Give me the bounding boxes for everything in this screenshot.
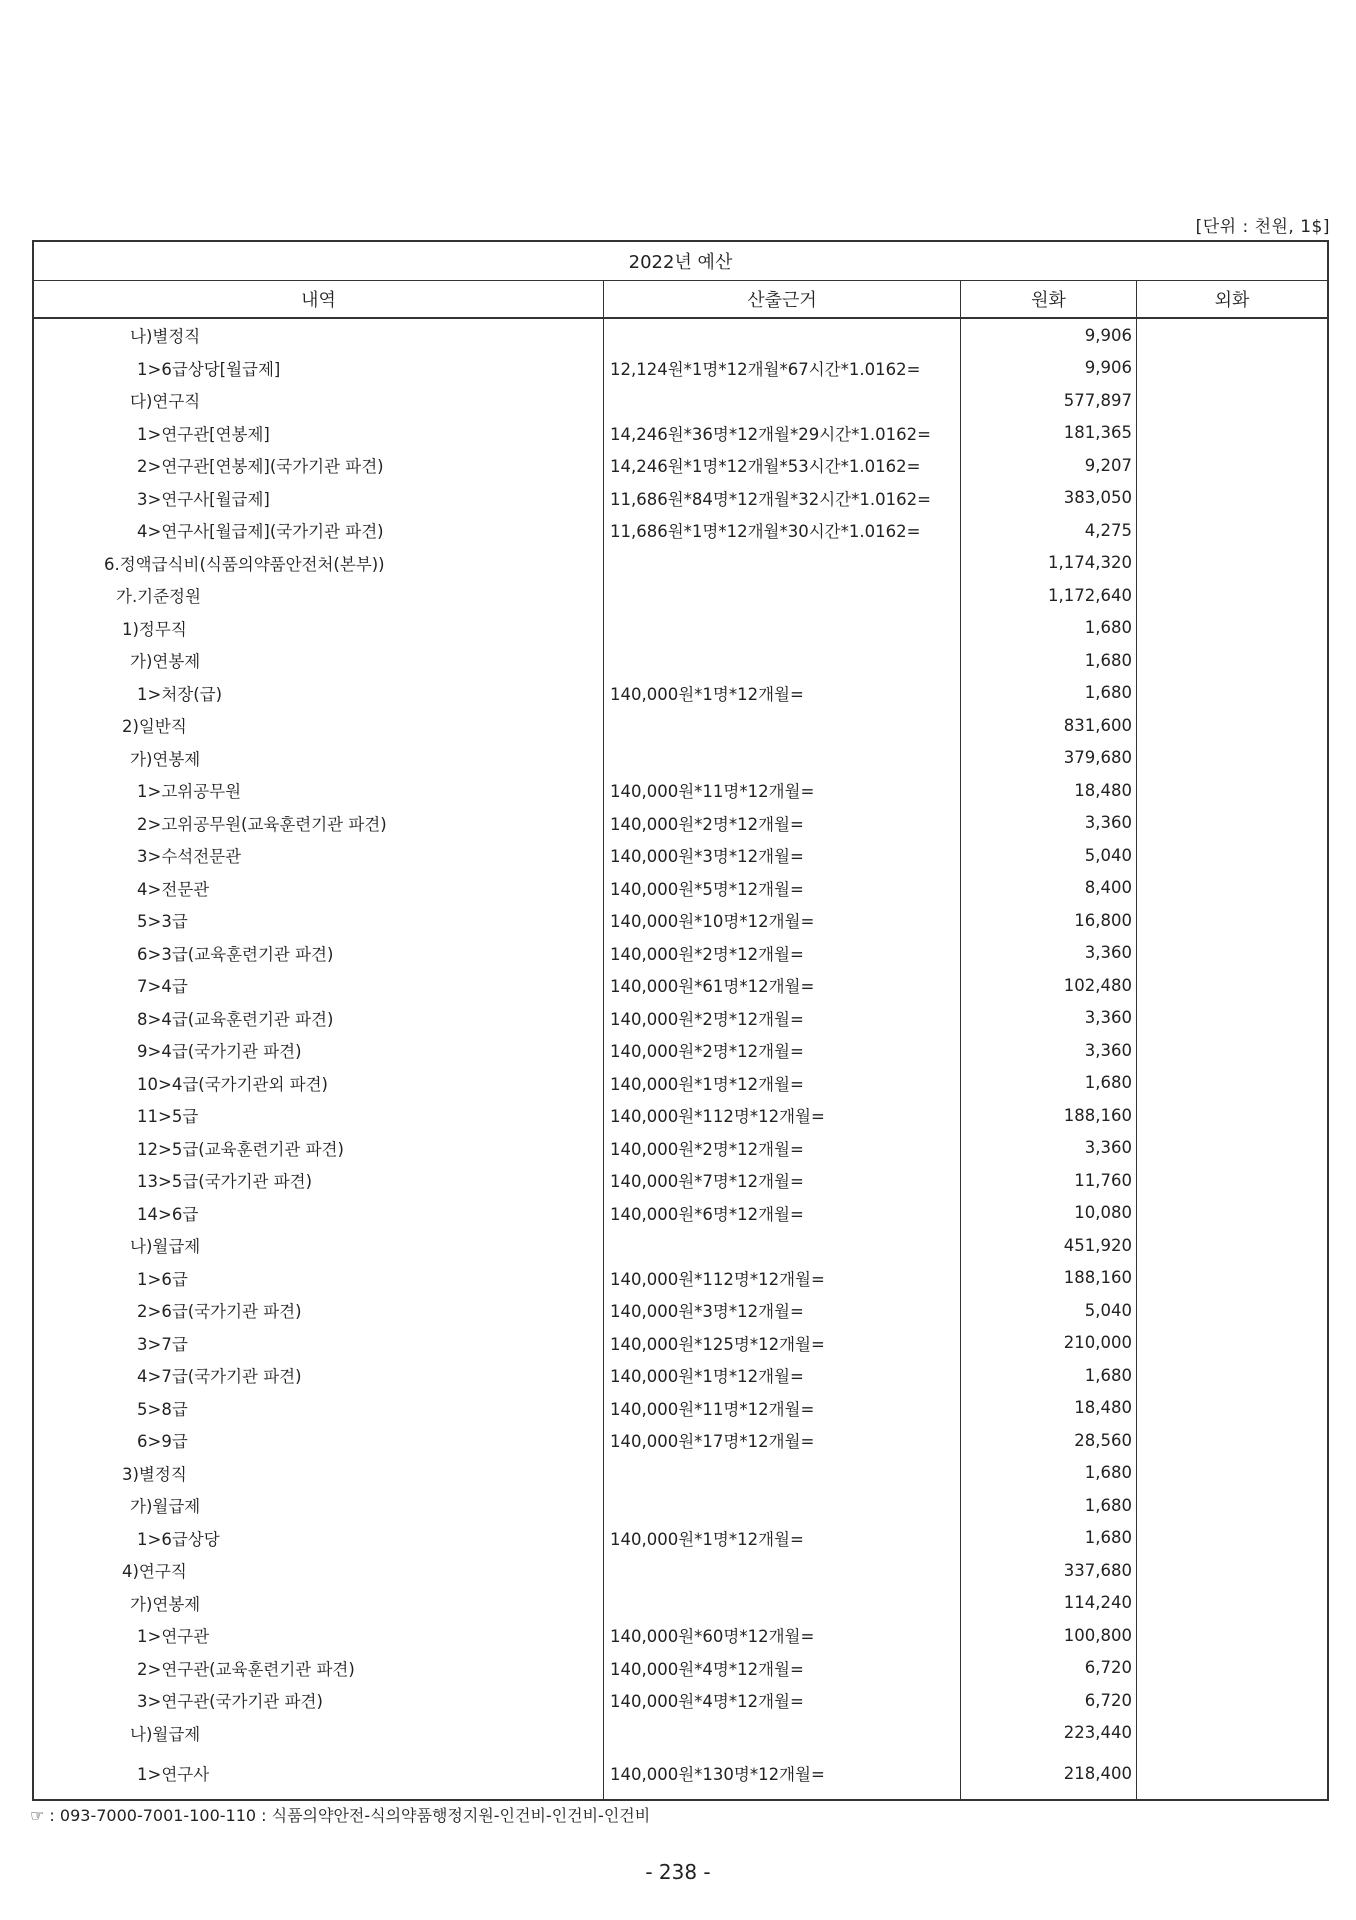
row-basis: 140,000원*3명*12개월= (610, 1302, 804, 1322)
row-item: 3)별정직 (122, 1464, 187, 1484)
row-item: 1>연구관[연봉제] (137, 424, 270, 444)
header-basis: 산출근거 (604, 281, 961, 317)
row-basis: 140,000원*4명*12개월= (610, 1659, 804, 1679)
row-krw: 1,680 (1084, 1463, 1132, 1483)
row-krw: 100,800 (1063, 1625, 1132, 1645)
row-krw: 28,560 (1074, 1430, 1132, 1450)
row-fx (1137, 1099, 1327, 1132)
row-fx (1137, 709, 1327, 742)
row-fx (1137, 644, 1327, 677)
row-item: 2>고위공무원(교육훈련기관 파견) (137, 814, 387, 834)
row-basis (604, 384, 960, 417)
row-krw: 10,080 (1074, 1203, 1132, 1223)
row-item: 2>연구관[연봉제](국가기관 파견) (137, 457, 384, 477)
row-item: 6>9급 (137, 1432, 188, 1452)
row-fx (1137, 937, 1327, 970)
header-fx: 외화 (1214, 290, 1250, 311)
row-fx (1137, 449, 1327, 482)
row-basis: 140,000원*130명*12개월= (610, 1765, 825, 1784)
row-basis: 140,000원*4명*12개월= (610, 1692, 804, 1712)
row-fx (1137, 1749, 1327, 1797)
row-item: 4>전문관 (137, 879, 210, 899)
row-fx (1137, 904, 1327, 937)
budget-table (32, 240, 1329, 1801)
unit-label: [단위 : 천원, 1$] (1195, 217, 1330, 237)
table-header (34, 281, 1327, 319)
row-item: 4>7급(국가기관 파견) (137, 1367, 302, 1387)
row-item: 나)월급제 (130, 1724, 201, 1744)
row-item: 5>8급 (137, 1399, 188, 1419)
row-krw: 577,897 (1063, 390, 1132, 410)
row-item: 가)월급제 (130, 1497, 201, 1517)
row-krw: 210,000 (1063, 1333, 1132, 1353)
row-krw: 8,400 (1084, 878, 1132, 898)
row-fx (1137, 1619, 1327, 1652)
row-item: 9>4급(국가기관 파견) (137, 1042, 302, 1062)
row-basis: 140,000원*3명*12개월= (610, 847, 804, 867)
row-basis (604, 1489, 960, 1522)
row-basis (604, 644, 960, 677)
row-basis (604, 612, 960, 645)
row-basis: 11,686원*1명*12개월*30시간*1.0162= (610, 522, 921, 542)
row-fx (1137, 1359, 1327, 1392)
row-basis: 14,246원*36명*12개월*29시간*1.0162= (610, 424, 931, 444)
row-fx (1137, 1424, 1327, 1457)
row-basis: 12,124원*1명*12개월*67시간*1.0162= (610, 359, 921, 379)
row-item: 1)정무직 (122, 619, 187, 639)
row-item: 10>4급(국가기관외 파견) (137, 1074, 328, 1094)
row-krw: 1,680 (1084, 683, 1132, 703)
row-fx (1137, 1197, 1327, 1230)
header-item: 내역 (34, 281, 604, 317)
row-item: 나)별정직 (130, 327, 201, 347)
row-krw: 383,050 (1063, 488, 1132, 508)
row-krw: 102,480 (1063, 975, 1132, 995)
row-krw: 1,680 (1084, 618, 1132, 638)
row-fx (1137, 1554, 1327, 1587)
row-basis: 11,686원*84명*12개월*32시간*1.0162= (610, 489, 931, 509)
row-fx (1137, 1327, 1327, 1360)
krw-column (961, 319, 1137, 1799)
row-krw: 3,360 (1084, 1008, 1132, 1028)
row-item: 3>연구관(국가기관 파견) (137, 1692, 323, 1712)
row-krw: 6,720 (1084, 1690, 1132, 1710)
row-item: 6>3급(교육훈련기관 파견) (137, 944, 334, 964)
row-fx (1137, 774, 1327, 807)
row-krw: 3,360 (1084, 1138, 1132, 1158)
row-basis (604, 1587, 960, 1620)
row-item: 1>6급상당[월급제] (137, 359, 281, 379)
row-fx (1137, 1229, 1327, 1262)
fx-column (1137, 319, 1327, 1799)
row-fx (1137, 839, 1327, 872)
row-basis: 140,000원*2명*12개월= (610, 1139, 804, 1159)
row-fx (1137, 1392, 1327, 1425)
row-fx (1137, 969, 1327, 1002)
row-fx (1137, 482, 1327, 515)
table-body (34, 319, 1327, 1799)
row-fx (1137, 1002, 1327, 1035)
row-basis (604, 1554, 960, 1587)
row-fx (1137, 1294, 1327, 1327)
row-item: 가)연봉제 (130, 1594, 201, 1614)
row-basis (604, 579, 960, 612)
row-fx (1137, 547, 1327, 580)
row-item: 1>6급 (137, 1269, 188, 1289)
row-krw: 11,760 (1074, 1170, 1132, 1190)
row-basis (604, 1457, 960, 1490)
row-basis: 140,000원*2명*12개월= (610, 1009, 804, 1029)
row-krw: 337,680 (1063, 1560, 1132, 1580)
row-krw: 18,480 (1074, 1398, 1132, 1418)
row-basis (604, 742, 960, 775)
row-item: 1>연구사 (137, 1765, 210, 1784)
row-item: 1>연구관 (137, 1627, 210, 1647)
row-basis: 140,000원*112명*12개월= (610, 1107, 825, 1127)
row-item: 6.정액급식비(식품의약품안전처(본부)) (104, 554, 385, 574)
row-fx (1137, 1717, 1327, 1750)
row-krw: 1,680 (1084, 1528, 1132, 1548)
row-item: 가)연봉제 (130, 652, 201, 672)
row-basis: 140,000원*2명*12개월= (610, 814, 804, 834)
row-item: 1>6급상당 (137, 1529, 220, 1549)
row-krw: 1,680 (1084, 1365, 1132, 1385)
row-basis: 140,000원*61명*12개월= (610, 977, 815, 997)
row-basis: 140,000원*112명*12개월= (610, 1269, 825, 1289)
row-basis: 140,000원*125명*12개월= (610, 1334, 825, 1354)
row-basis (604, 1717, 960, 1750)
row-fx (1137, 742, 1327, 775)
row-krw: 5,040 (1084, 1300, 1132, 1320)
row-basis: 140,000원*2명*12개월= (610, 944, 804, 964)
row-item: 1>처장(급) (137, 684, 223, 704)
row-fx (1137, 1132, 1327, 1165)
row-krw: 1,680 (1084, 650, 1132, 670)
row-krw: 181,365 (1063, 423, 1132, 443)
row-item: 3>7급 (137, 1334, 188, 1354)
row-krw: 188,160 (1063, 1105, 1132, 1125)
row-fx (1137, 807, 1327, 840)
row-fx (1137, 1587, 1327, 1620)
row-basis: 140,000원*10명*12개월= (610, 912, 815, 932)
row-krw: 6,720 (1084, 1658, 1132, 1678)
row-fx (1137, 1262, 1327, 1295)
row-krw: 451,920 (1063, 1235, 1132, 1255)
row-item: 나)월급제 (130, 1237, 201, 1257)
row-fx (1137, 514, 1327, 547)
row-basis: 140,000원*1명*12개월= (610, 1367, 804, 1387)
row-item: 다)연구직 (130, 392, 201, 412)
row-fx (1137, 1489, 1327, 1522)
row-item: 4)연구직 (122, 1562, 187, 1582)
row-basis (604, 709, 960, 742)
row-item: 가.기준정원 (116, 587, 201, 607)
row-fx (1137, 1522, 1327, 1555)
row-fx (1137, 1684, 1327, 1717)
row-krw: 379,680 (1063, 748, 1132, 768)
item-column (34, 319, 604, 1799)
row-basis: 140,000원*17명*12개월= (610, 1432, 815, 1452)
row-item: 11>5급 (137, 1107, 199, 1127)
row-item: 12>5급(교육훈련기관 파견) (137, 1139, 344, 1159)
row-basis (604, 547, 960, 580)
row-item: 4>연구사[월급제](국가기관 파견) (137, 522, 384, 542)
row-krw: 16,800 (1074, 910, 1132, 930)
row-krw: 3,360 (1084, 943, 1132, 963)
row-item: 2)일반직 (122, 717, 187, 737)
row-basis: 14,246원*1명*12개월*53시간*1.0162= (610, 457, 921, 477)
row-fx (1137, 319, 1327, 352)
row-krw: 9,207 (1084, 455, 1132, 475)
row-item: 13>5급(국가기관 파견) (137, 1172, 313, 1192)
account-code-note: ☞ : 093-7000-7001-100-110 : 식품의약안전-식의약품행정지원-인건비-인건비-인건비 (30, 1806, 651, 1825)
row-item: 8>4급(교육훈련기관 파견) (137, 1009, 334, 1029)
row-fx (1137, 1164, 1327, 1197)
row-krw: 114,240 (1063, 1593, 1132, 1613)
row-basis: 140,000원*60명*12개월= (610, 1627, 815, 1647)
row-fx (1137, 1034, 1327, 1067)
row-fx (1137, 1457, 1327, 1490)
basis-column (604, 319, 961, 1799)
row-krw: 223,440 (1063, 1723, 1132, 1743)
row-item: 3>수석전문관 (137, 847, 242, 867)
row-fx (1137, 384, 1327, 417)
row-item: 3>연구사[월급제] (137, 489, 270, 509)
row-krw: 3,360 (1084, 1040, 1132, 1060)
row-krw: 218,400 (1063, 1763, 1132, 1783)
row-krw: 5,040 (1084, 845, 1132, 865)
row-basis: 140,000원*1명*12개월= (610, 1074, 804, 1094)
row-krw: 188,160 (1063, 1268, 1132, 1288)
row-item: 14>6급 (137, 1204, 199, 1224)
row-basis: 140,000원*1명*12개월= (610, 684, 804, 704)
row-fx (1137, 1067, 1327, 1100)
row-basis (604, 1229, 960, 1262)
row-fx (1137, 1652, 1327, 1685)
row-item: 가)연봉제 (130, 749, 201, 769)
row-fx (1137, 417, 1327, 450)
row-fx (1137, 579, 1327, 612)
row-fx (1137, 612, 1327, 645)
row-fx (1137, 872, 1327, 905)
row-krw: 9,906 (1084, 325, 1132, 345)
row-item: 5>3급 (137, 912, 188, 932)
row-item: 7>4급 (137, 977, 188, 997)
header-krw: 원화 (961, 281, 1137, 317)
row-fx (1137, 677, 1327, 710)
row-krw: 831,600 (1063, 715, 1132, 735)
row-krw: 9,906 (1084, 358, 1132, 378)
page-number: - 238 - (645, 1860, 711, 1884)
row-basis (604, 319, 960, 352)
row-basis: 140,000원*2명*12개월= (610, 1042, 804, 1062)
row-krw: 18,480 (1074, 780, 1132, 800)
row-item: 2>연구관(교육훈련기관 파견) (137, 1659, 355, 1679)
row-fx (1137, 352, 1327, 385)
row-krw: 1,174,320 (1048, 553, 1132, 573)
row-basis: 140,000원*11명*12개월= (610, 782, 815, 802)
row-krw: 1,680 (1084, 1073, 1132, 1093)
table-title: 2022년 예산 (34, 242, 1327, 281)
row-item: 2>6급(국가기관 파견) (137, 1302, 302, 1322)
row-basis: 140,000원*11명*12개월= (610, 1399, 815, 1419)
row-krw: 1,680 (1084, 1495, 1132, 1515)
row-basis: 140,000원*1명*12개월= (610, 1529, 804, 1549)
row-basis: 140,000원*5명*12개월= (610, 879, 804, 899)
row-basis: 140,000원*6명*12개월= (610, 1204, 804, 1224)
row-item: 1>고위공무원 (137, 782, 242, 802)
row-krw: 4,275 (1084, 520, 1132, 540)
row-krw: 3,360 (1084, 813, 1132, 833)
row-basis: 140,000원*7명*12개월= (610, 1172, 804, 1192)
row-krw: 1,172,640 (1048, 585, 1132, 605)
